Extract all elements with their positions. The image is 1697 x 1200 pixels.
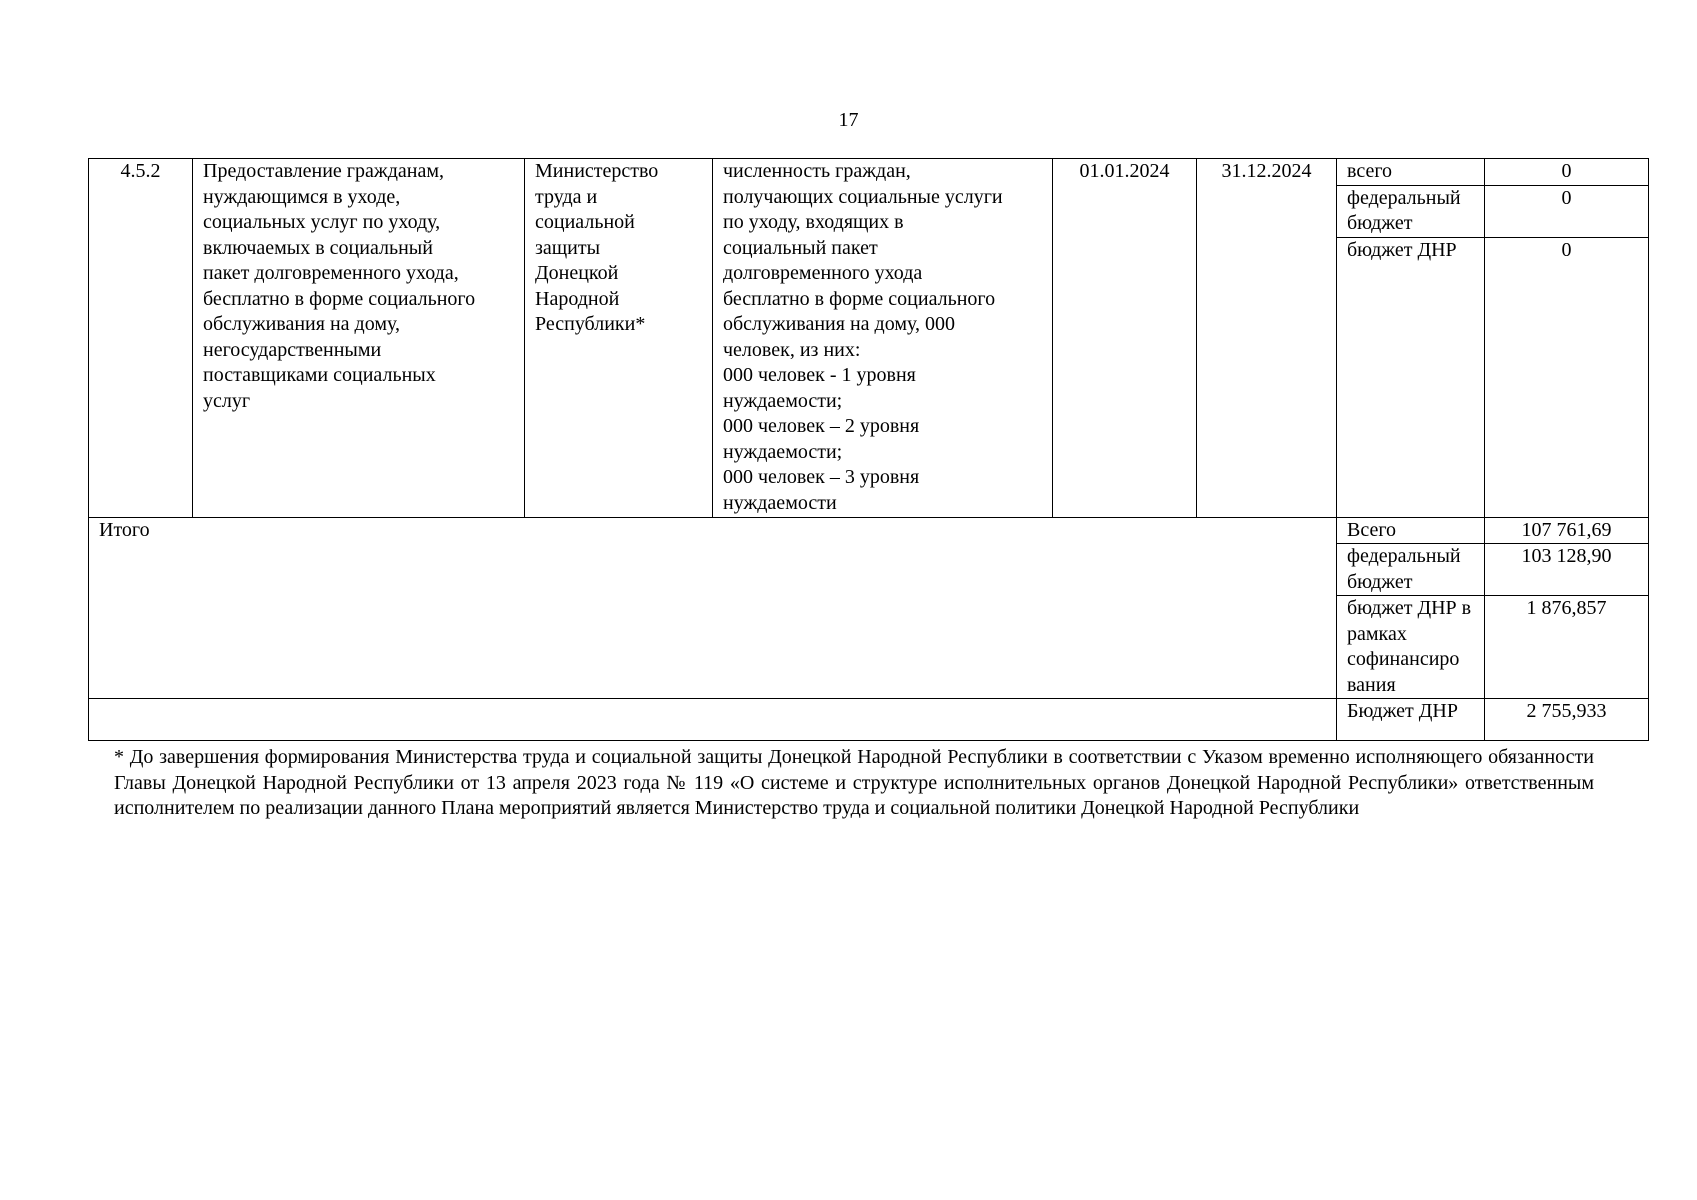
description-line: нуждающимся в уходе,	[203, 185, 401, 208]
indicator-cell	[713, 159, 1053, 518]
description-line: включаемых в социальный	[203, 236, 433, 259]
executor-line: социальной	[535, 211, 635, 233]
indicator-line: получающих социальные услуги	[723, 185, 1003, 208]
indicator-line: долговременного ухода	[723, 262, 923, 284]
total-row	[89, 517, 1649, 544]
total-amount-cell: 1 876,857	[1485, 596, 1649, 699]
description-line: негосударственными	[203, 338, 382, 361]
executor-line: Донецкой	[535, 262, 619, 284]
indicator-line: нуждаемости;	[723, 440, 843, 463]
description-line: бесплатно в форме социального	[203, 287, 476, 310]
funding-amount-cell: 0	[1485, 237, 1649, 517]
description-line: услуг	[203, 389, 251, 412]
description-line: Предоставление гражданам,	[203, 160, 444, 182]
description-line: обслуживания на дому,	[203, 313, 400, 335]
extra-amount-cell: 2 755,933	[1485, 699, 1649, 741]
total-amount-cell: 107 761,69	[1485, 517, 1649, 544]
indicator-line: 000 человек - 1 уровня	[723, 364, 916, 386]
footnote: * До завершения формирования Министерства труда и социальной защиты Донецкой Народной Республики в соответствии с Указом временно исполняющего обязанности Главы Донецкой Народной Республики от 13 апреля 2023 года № 119 «О системе и структуре исполнительных органов Донецкой Народной Республики» ответственным исполнителем по реализации данного Плана мероприятий является Министерство труда и социальной политики Донецкой Народной Республики	[114, 746, 1594, 819]
indicator-line: бесплатно в форме социального	[723, 287, 996, 310]
indicator-line: социальный пакет	[723, 236, 878, 259]
indicator-line: по уходу, входящих в	[723, 211, 904, 233]
table-row-4-5-2	[89, 159, 1649, 186]
indicator-line: 000 человек – 3 уровня	[723, 466, 920, 488]
total-source-cell: Всего	[1337, 517, 1485, 544]
page-number: 17	[838, 109, 859, 131]
item-number-cell: 4.5.2	[89, 159, 193, 518]
description-line: социальных услуг по уходу,	[203, 211, 441, 233]
executor-line: Министерство	[535, 160, 659, 182]
funding-source-cell: бюджет ДНР	[1337, 237, 1485, 517]
executor-line: труда и	[535, 185, 598, 208]
indicator-line: нуждаемости	[723, 491, 837, 514]
end-date-cell: 31.12.2024	[1197, 159, 1337, 518]
total-source-cell: федеральный бюджет	[1337, 544, 1485, 596]
indicator-line: нуждаемости;	[723, 389, 843, 412]
extra-source-cell: Бюджет ДНР	[1337, 699, 1485, 741]
executor-cell	[525, 159, 713, 518]
total-label-cell: Итого	[89, 517, 1337, 699]
funding-source-cell: федеральный бюджет	[1337, 185, 1485, 237]
funding-source-cell: всего	[1337, 159, 1485, 186]
indicator-line: человек, из них:	[723, 338, 861, 361]
extra-budget-row	[89, 699, 1649, 741]
indicator-line: обслуживания на дому, 000	[723, 313, 955, 335]
item-description-cell	[193, 159, 525, 518]
start-date-cell: 01.01.2024	[1053, 159, 1197, 518]
total-amount-cell: 103 128,90	[1485, 544, 1649, 596]
total-source-cell: бюджет ДНР в рамках софинансиро вания	[1337, 596, 1485, 699]
executor-line: Республики*	[535, 313, 646, 335]
funding-amount-cell: 0	[1485, 159, 1649, 186]
empty-cell	[89, 699, 1337, 741]
plan-table	[88, 158, 1649, 741]
executor-line: защиты	[535, 236, 601, 259]
funding-amount-cell: 0	[1485, 185, 1649, 237]
description-line: пакет долговременного ухода,	[203, 262, 459, 284]
indicator-line: численность граждан,	[723, 160, 911, 182]
description-line: поставщиками социальных	[203, 364, 436, 386]
executor-line: Народной	[535, 287, 620, 310]
indicator-line: 000 человек – 2 уровня	[723, 415, 920, 437]
